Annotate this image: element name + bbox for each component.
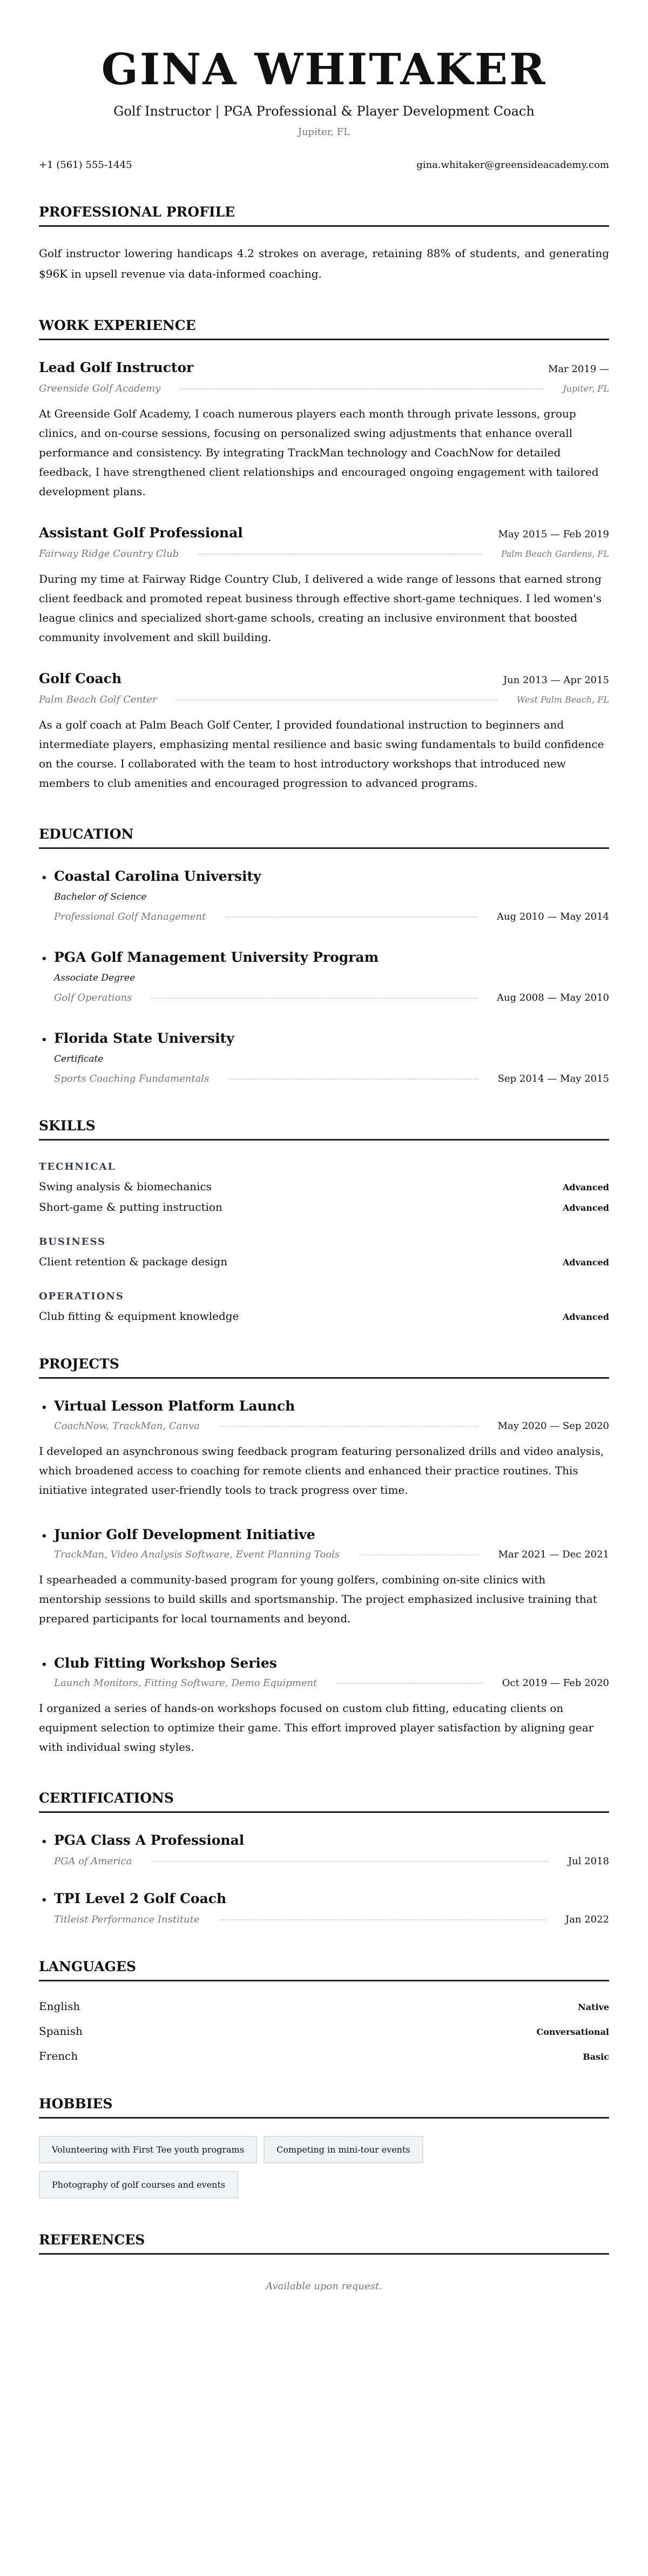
project-description: I spearheaded a community-based program for young golfers, combining on-site clinics with mentorship sessions to build skills and sportsmanship. The project emphasized inclusive training that prepared participants for local tournaments and beyond. — [39, 1573, 597, 1625]
bullet-icon: • — [41, 1402, 48, 1413]
school-name — [39, 868, 609, 884]
job-header — [39, 360, 609, 375]
field-of-study: Golf Operations — [54, 992, 132, 1003]
project-entry — [39, 1527, 609, 1628]
certification-name-text: PGA Class A Professional — [54, 1832, 245, 1848]
job-description: At Greenside Golf Academy, I coach numerous players each month through private lessons, group clinics, and on-course sessions, focusing on personalized swing adjustments that enhance overall performance and consistency. By integrating TrackMan technology and CoachNow for detailed feedback, I have strengthened client relationships and encouraged ongoing engagement with tailored development plans. — [39, 407, 599, 498]
skill-level: Advanced — [562, 1312, 609, 1322]
project-entry — [39, 1398, 609, 1500]
skill-item — [39, 1310, 609, 1323]
section-heading: REFERENCES — [39, 2232, 609, 2255]
education-entry — [39, 949, 609, 1003]
bullet-icon: • — [41, 1894, 48, 1906]
certification-entry — [39, 1891, 609, 1925]
certification-name — [39, 1832, 609, 1848]
degree: Associate Degree — [54, 973, 136, 983]
job-location: Jupiter, FL — [563, 383, 609, 394]
skill-level: Advanced — [562, 1182, 609, 1192]
meta-row — [54, 992, 609, 1003]
job-dates: Jun 2013 — Apr 2015 — [503, 675, 609, 686]
candidate-location: Jupiter, FL — [298, 126, 350, 138]
bullet-icon: • — [41, 872, 48, 884]
certification-name-text: TPI Level 2 Golf Coach — [54, 1891, 227, 1906]
dotted-leader — [219, 1919, 546, 1920]
skill-item — [39, 1180, 609, 1193]
project-title-text: Virtual Lesson Platform Launch — [54, 1398, 295, 1414]
dotted-leader — [228, 1078, 478, 1080]
language-name: Spanish — [39, 2025, 83, 2038]
company-name: Fairway Ridge Country Club — [39, 548, 179, 559]
project-title-text: Club Fitting Workshop Series — [54, 1655, 277, 1671]
dotted-leader — [225, 916, 477, 918]
language-level: Conversational — [536, 2027, 609, 2037]
job-title: Assistant Golf Professional — [39, 525, 243, 541]
school-name — [39, 1030, 609, 1046]
profile-section — [39, 204, 609, 284]
dotted-leader — [151, 997, 477, 999]
company-name: Greenside Golf Academy — [39, 383, 161, 394]
project-tools: CoachNow, TrackMan, Canva — [54, 1420, 200, 1432]
skill-name: Club fitting & equipment knowledge — [39, 1310, 239, 1323]
degree: Certificate — [54, 1054, 104, 1064]
skill-item — [39, 1201, 609, 1213]
meta-row — [39, 383, 609, 394]
section-heading: HOBBIES — [39, 2096, 609, 2119]
meta-row — [54, 1856, 609, 1867]
language-item — [39, 2049, 609, 2062]
field-of-study: Sports Coaching Fundamentals — [54, 1073, 210, 1084]
project-tools: Launch Monitors, Fitting Software, Demo Equipment — [54, 1677, 318, 1689]
resume-header — [39, 42, 609, 171]
school-name-text: PGA Golf Management University Program — [54, 949, 379, 965]
job-dates: Mar 2019 — — [548, 363, 609, 375]
references-text: Available upon request. — [266, 2281, 382, 2292]
languages-section — [39, 1959, 609, 2062]
bullet-icon: • — [41, 953, 48, 965]
bullet-icon: • — [41, 1659, 48, 1670]
language-level: Basic — [583, 2052, 609, 2062]
school-name — [39, 949, 609, 965]
dotted-leader — [176, 699, 497, 700]
skill-category: OPERATIONS — [39, 1291, 124, 1302]
certification-name — [39, 1891, 609, 1906]
references-section — [39, 2232, 609, 2292]
project-description: I organized a series of hands-on workshops focused on custom club fitting, educating clients on equipment selection to optimize their game. This effort improved player satisfaction by aligning gear with individual swing styles. — [39, 1702, 594, 1754]
skill-level: Advanced — [562, 1203, 609, 1213]
section-heading: WORK EXPERIENCE — [39, 318, 609, 340]
skill-category: BUSINESS — [39, 1236, 106, 1247]
project-title — [39, 1398, 609, 1414]
project-title — [39, 1655, 609, 1671]
dotted-leader — [180, 388, 543, 389]
section-heading: PROJECTS — [39, 1356, 609, 1379]
language-name: French — [39, 2049, 78, 2062]
dotted-leader — [198, 554, 482, 555]
dotted-leader — [151, 1861, 549, 1862]
certification-issuer: Titleist Performance Institute — [54, 1914, 200, 1925]
project-description: I developed an asynchronous swing feedback program featuring personalized drills and video analysis, which broadened access to coaching for remote clients and enhanced their practice routines. This initiative integrated user-friendly tools to track progress over time. — [39, 1445, 604, 1496]
section-heading: CERTIFICATIONS — [39, 1790, 609, 1813]
certifications-section — [39, 1790, 609, 1925]
profile-text: Golf instructor lowering handicaps 4.2 strokes on average, retaining 88% of students, and generating $96K in upsell revenue via data-informed coaching. — [39, 247, 609, 280]
section-heading: PROFESSIONAL PROFILE — [39, 204, 609, 227]
education-dates: Aug 2008 — May 2010 — [497, 992, 609, 1003]
degree: Bachelor of Science — [54, 892, 147, 902]
language-item — [39, 2000, 609, 2013]
hobby-chip: Competing in mini-tour events — [264, 2136, 423, 2163]
skill-category: TECHNICAL — [39, 1161, 116, 1172]
experience-section — [39, 318, 609, 793]
projects-section — [39, 1356, 609, 1757]
meta-row — [54, 1420, 609, 1432]
school-name-text: Florida State University — [54, 1030, 234, 1046]
project-tools: TrackMan, Video Analysis Software, Event Planning Tools — [54, 1549, 340, 1560]
skill-name: Swing analysis & biomechanics — [39, 1180, 212, 1193]
project-title-text: Junior Golf Development Initiative — [54, 1527, 315, 1542]
candidate-name: GINA WHITAKER — [101, 44, 547, 95]
meta-row — [54, 1914, 609, 1925]
job-title: Lead Golf Instructor — [39, 360, 194, 375]
job-location: Palm Beach Gardens, FL — [501, 549, 609, 559]
job-entry — [39, 525, 609, 647]
meta-row — [54, 1677, 609, 1689]
skill-level: Advanced — [562, 1257, 609, 1267]
job-header — [39, 525, 609, 541]
skill-name: Short-game & putting instruction — [39, 1201, 222, 1213]
job-entry — [39, 360, 609, 501]
bullet-icon: • — [41, 1836, 48, 1847]
job-title: Golf Coach — [39, 671, 122, 686]
project-title — [39, 1527, 609, 1542]
education-dates: Sep 2014 — May 2015 — [497, 1073, 609, 1084]
skill-name: Client retention & package design — [39, 1255, 228, 1268]
bullet-icon: • — [41, 1034, 48, 1046]
dotted-leader — [359, 1554, 479, 1555]
project-dates: Oct 2019 — Feb 2020 — [502, 1677, 609, 1689]
contact-row — [39, 159, 609, 171]
skills-section — [39, 1118, 609, 1323]
job-location: West Palm Beach, FL — [516, 694, 609, 705]
education-dates: Aug 2010 — May 2014 — [497, 911, 609, 922]
hobby-chip: Photography of golf courses and events — [39, 2171, 238, 2199]
project-entry — [39, 1655, 609, 1757]
skill-item — [39, 1255, 609, 1268]
bullet-icon: • — [41, 1530, 48, 1542]
language-item — [39, 2025, 609, 2038]
meta-row — [39, 548, 609, 559]
job-dates: May 2015 — Feb 2019 — [498, 529, 609, 540]
candidate-title: Golf Instructor | PGA Professional & Player Development Coach — [113, 104, 535, 119]
education-section — [39, 826, 609, 1084]
section-heading: SKILLS — [39, 1118, 609, 1141]
phone: +1 (561) 555-1445 — [39, 159, 132, 171]
company-name: Palm Beach Golf Center — [39, 694, 157, 705]
certification-entry — [39, 1832, 609, 1867]
meta-row — [39, 694, 609, 705]
hobbies-section — [39, 2096, 609, 2199]
job-entry — [39, 671, 609, 793]
dotted-leader — [336, 1683, 482, 1684]
certification-date: Jan 2022 — [565, 1914, 609, 1925]
project-dates: Mar 2021 — Dec 2021 — [498, 1549, 609, 1560]
job-description: During my time at Fairway Ridge Country Club, I delivered a wide range of lessons that earned strong client feedback and promoted repeat business through effective short-game techniques. I led women's league clinics and specialized short-game schools, creating an inclusive environment that boosted community involvement and skill building. — [39, 572, 602, 644]
job-header — [39, 671, 609, 686]
dotted-leader — [219, 1426, 478, 1427]
field-of-study: Professional Golf Management — [54, 911, 206, 922]
meta-row — [54, 911, 609, 922]
section-heading: EDUCATION — [39, 826, 609, 849]
meta-row — [54, 1549, 609, 1560]
job-description: As a golf coach at Palm Beach Golf Center, I provided foundational instruction to beginners and intermediate players, emphasizing mental resilience and basic swing fundamentals to build confidence on the course. I collaborated with the team to host introductory workshops that introduced new members to club amenities and encouraged progression to advanced programs. — [39, 718, 604, 790]
email: gina.whitaker@greensideacademy.com — [416, 159, 609, 171]
education-entry — [39, 868, 609, 922]
project-dates: May 2020 — Sep 2020 — [497, 1420, 609, 1432]
school-name-text: Coastal Carolina University — [54, 868, 261, 884]
hobby-chip: Volunteering with First Tee youth programs — [39, 2136, 257, 2163]
language-name: English — [39, 2000, 80, 2013]
certification-date: Jul 2018 — [568, 1856, 609, 1867]
language-level: Native — [578, 2002, 609, 2012]
certification-issuer: PGA of America — [54, 1856, 132, 1867]
education-entry — [39, 1030, 609, 1084]
section-heading: LANGUAGES — [39, 1959, 609, 1981]
meta-row — [54, 1073, 609, 1084]
